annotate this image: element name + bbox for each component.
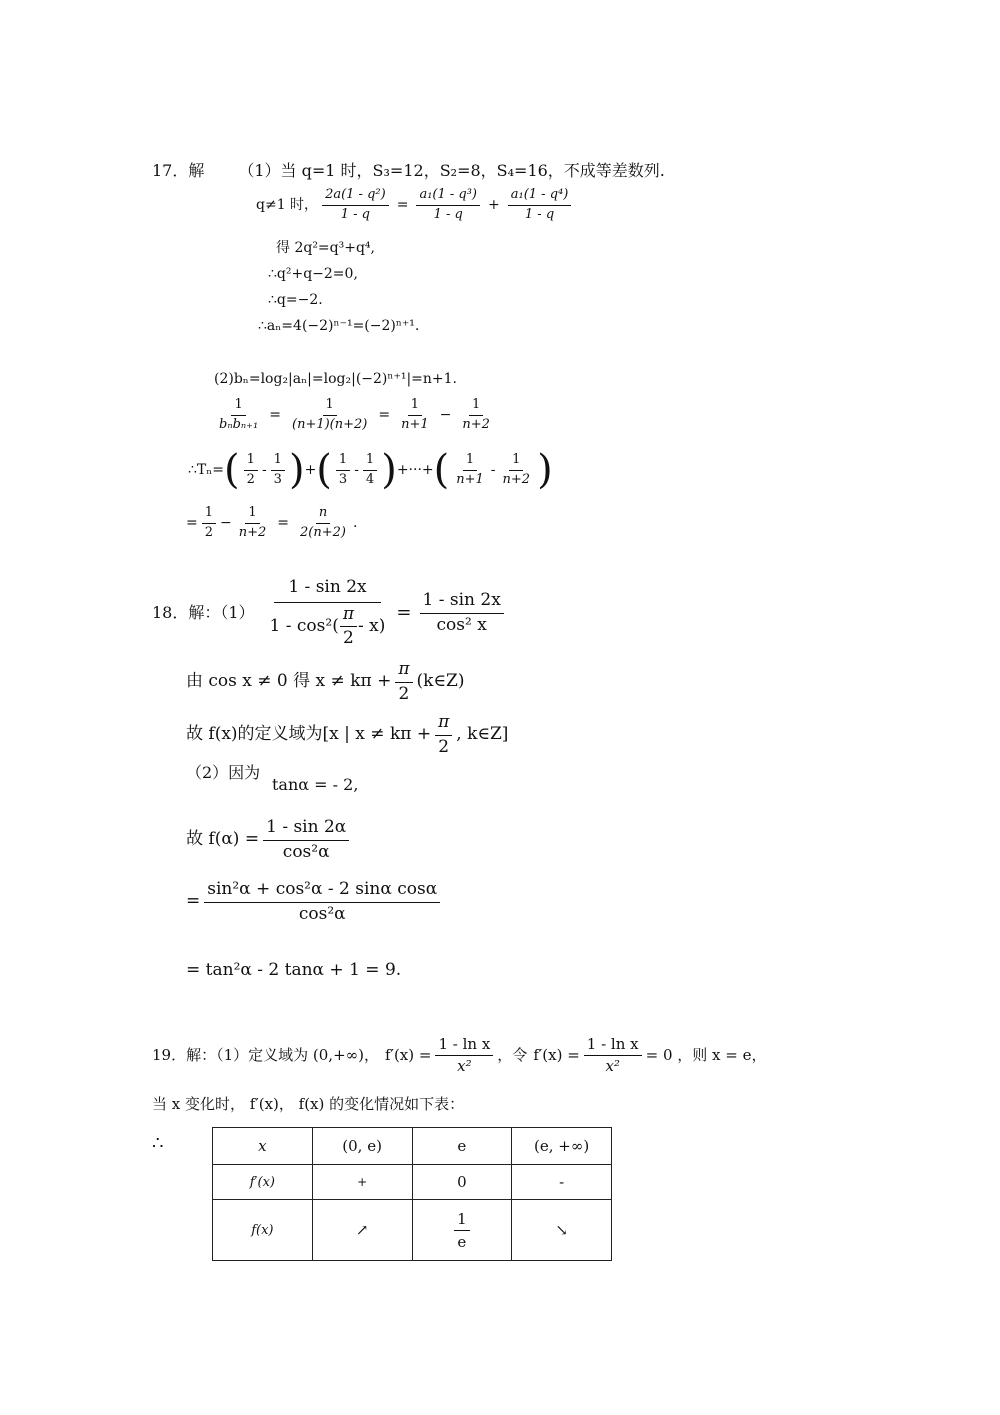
table-cell: +	[312, 1165, 412, 1200]
fraction-step2: $\frac{\text{sin²α + cos²α - 2 sinα cosα}}{\text{cos²α}}$	[204, 880, 440, 924]
increasing-arrow-icon: ↗	[312, 1200, 412, 1261]
p17-tn-label: ∴Tₙ=	[188, 461, 225, 478]
table-cell: (e, +∞)	[512, 1128, 612, 1165]
fraction-1-over-n2: $\frac{1}{n+2}$	[462, 397, 490, 432]
table-cell: f(x)	[213, 1200, 313, 1261]
table-cell: 0	[412, 1165, 512, 1200]
p18-domain: 故 f(x)的定义域为[x | x ≠ kπ + $\frac{\pi}{2}$ , k∈Z]	[186, 712, 509, 757]
table-cell: f′(x)	[213, 1165, 313, 1200]
table-cell: $\frac{1}{e}$	[412, 1200, 512, 1261]
p19-therefore: ∴	[152, 1133, 164, 1154]
p18-f-alpha: 故 f(α) = $\frac{1 - \sin 2\alpha}{\text{cos²α}}$	[186, 818, 353, 862]
p18-tan-given: tanα = - 2,	[272, 775, 359, 794]
table-cell: x	[213, 1128, 313, 1165]
fraction-f-alpha: $\frac{1 - \sin 2\alpha}{\text{cos²α}}$	[263, 818, 349, 862]
p17-geometric-equation: q≠1 时， $\frac{\text{2a(1 - q²)}}{1 - q}$ = $\frac{\text{a₁(1 - q³)}}{1 - q}$ + $\frac{\text{a₁(1 - q⁴)}}{1 - q}$	[256, 188, 575, 223]
p17-step-q: ∴q=−2.	[268, 292, 323, 308]
fraction-1-over-bb: $\frac{1}{\text{bₙbₙ₊₁}}$	[219, 397, 259, 432]
p18-condition: 由 cos x ≠ 0 得 x ≠ kπ + $\frac{\pi}{2}$ (k∈Z)	[186, 659, 465, 704]
p19-heading: 19．解：（1）定义域为 (0,+∞)，	[152, 1046, 379, 1065]
fraction-1-over-product: $\frac{1}{(n+1)(n+2)}$	[292, 397, 368, 432]
p17-final: = $\frac{1}{2}$ − $\frac{1}{n+2}$ = $\frac{n}{2(n+2)}$ .	[186, 505, 358, 540]
p18-heading: 18．解：（1）	[152, 603, 255, 623]
fraction-derivative: $\frac{\text{1 - ln x}}{\text{x²}}$	[435, 1036, 493, 1076]
fraction-rhs: $\frac{\text{a₁(1 - q⁴)}}{1 - q}$	[508, 188, 572, 223]
p18-part2: （2）因为	[186, 763, 261, 782]
variation-table	[212, 1127, 612, 1261]
p17-heading: 17．解	[152, 161, 205, 180]
p17-line-1	[152, 162, 665, 180]
table-cell: (0, e)	[312, 1128, 412, 1165]
p17-step-get: 得 2q²=q³+q⁴,	[276, 240, 375, 256]
p18-line-1: 18．解：（1） 1 - sin 2x 1 - cos²( $\frac{\pi}{2}$ - x) = $\frac{1 - \sin 2x}{\text{cos² x}}$	[152, 578, 508, 649]
fraction-f-first: 1 - sin 2x 1 - cos²( $\frac{\pi}{2}$ - x)	[269, 577, 386, 649]
p17-dots: +···+	[396, 461, 434, 478]
table-cell: e	[412, 1128, 512, 1165]
fraction-f-second: $\frac{1 - \sin 2x}{\text{cos² x}}$	[420, 591, 504, 635]
p19-line-1: 19．解：（1）定义域为 (0,+∞)， f′(x) = $\frac{\text{1 - ln x}}{\text{x²}}$ ，令 f′(x) = $\frac{\text{1 - ln x}}{\text{x²}}$ = 0 ，则 x = e，	[152, 1035, 767, 1076]
fraction-1-over-n1: $\frac{1}{n+1}$	[401, 397, 429, 432]
p17-partial-fraction: $\frac{1}{\text{bₙbₙ₊₁}}$ = $\frac{1}{(n+1)(n+2)}$ = $\frac{1}{n+1}$ − $\frac{1}{n+2}$	[212, 398, 497, 433]
p17-q-condition: q≠1 时，	[256, 197, 319, 214]
fraction-mid: $\frac{\text{a₁(1 - q³)}}{1 - q}$	[416, 188, 480, 223]
table-row	[213, 1200, 612, 1261]
p17-part2-bn: (2)bₙ=log₂|aₙ|=log₂|(−2)ⁿ⁺¹|=n+1.	[214, 371, 457, 387]
p19-line-2: 当 x 变化时， f′(x)， f(x) 的变化情况如下表：	[152, 1095, 465, 1113]
p17-step-quad: ∴q²+q−2=0,	[268, 266, 358, 282]
p17-tn-sum: ∴Tₙ= ( $\frac{1}{2}$ - $\frac{1}{3}$ ) + ( $\frac{1}{3}$ - $\frac{1}{4}$ ) +···+ ( $\frac{1}{n+1}$ - $\frac{1}{n+2}$ )	[188, 447, 553, 493]
fraction-derivative-2: $\frac{\text{1 - ln x}}{\text{x²}}$	[584, 1036, 642, 1076]
p17-part1-intro: （1）当 q=1 时，S₃=12，S₂=8，S₄=16，不成等差数列.	[238, 161, 665, 180]
table-row	[213, 1165, 612, 1200]
decreasing-arrow-icon: ↘	[512, 1200, 612, 1261]
table-cell: -	[512, 1165, 612, 1200]
table-row	[213, 1128, 612, 1165]
fraction-lhs: $\frac{\text{2a(1 - q²)}}{1 - q}$	[322, 188, 389, 223]
p18-step2: = $\frac{\text{sin²α + cos²α - 2 sinα cosα}}{\text{cos²α}}$	[186, 880, 444, 924]
p18-step3: = tan²α - 2 tanα + 1 = 9.	[186, 960, 402, 980]
p17-step-an: ∴aₙ=4(−2)ⁿ⁻¹=(−2)ⁿ⁺¹.	[258, 318, 420, 334]
fraction-final: $\frac{n}{2(n+2)}$	[300, 505, 346, 540]
